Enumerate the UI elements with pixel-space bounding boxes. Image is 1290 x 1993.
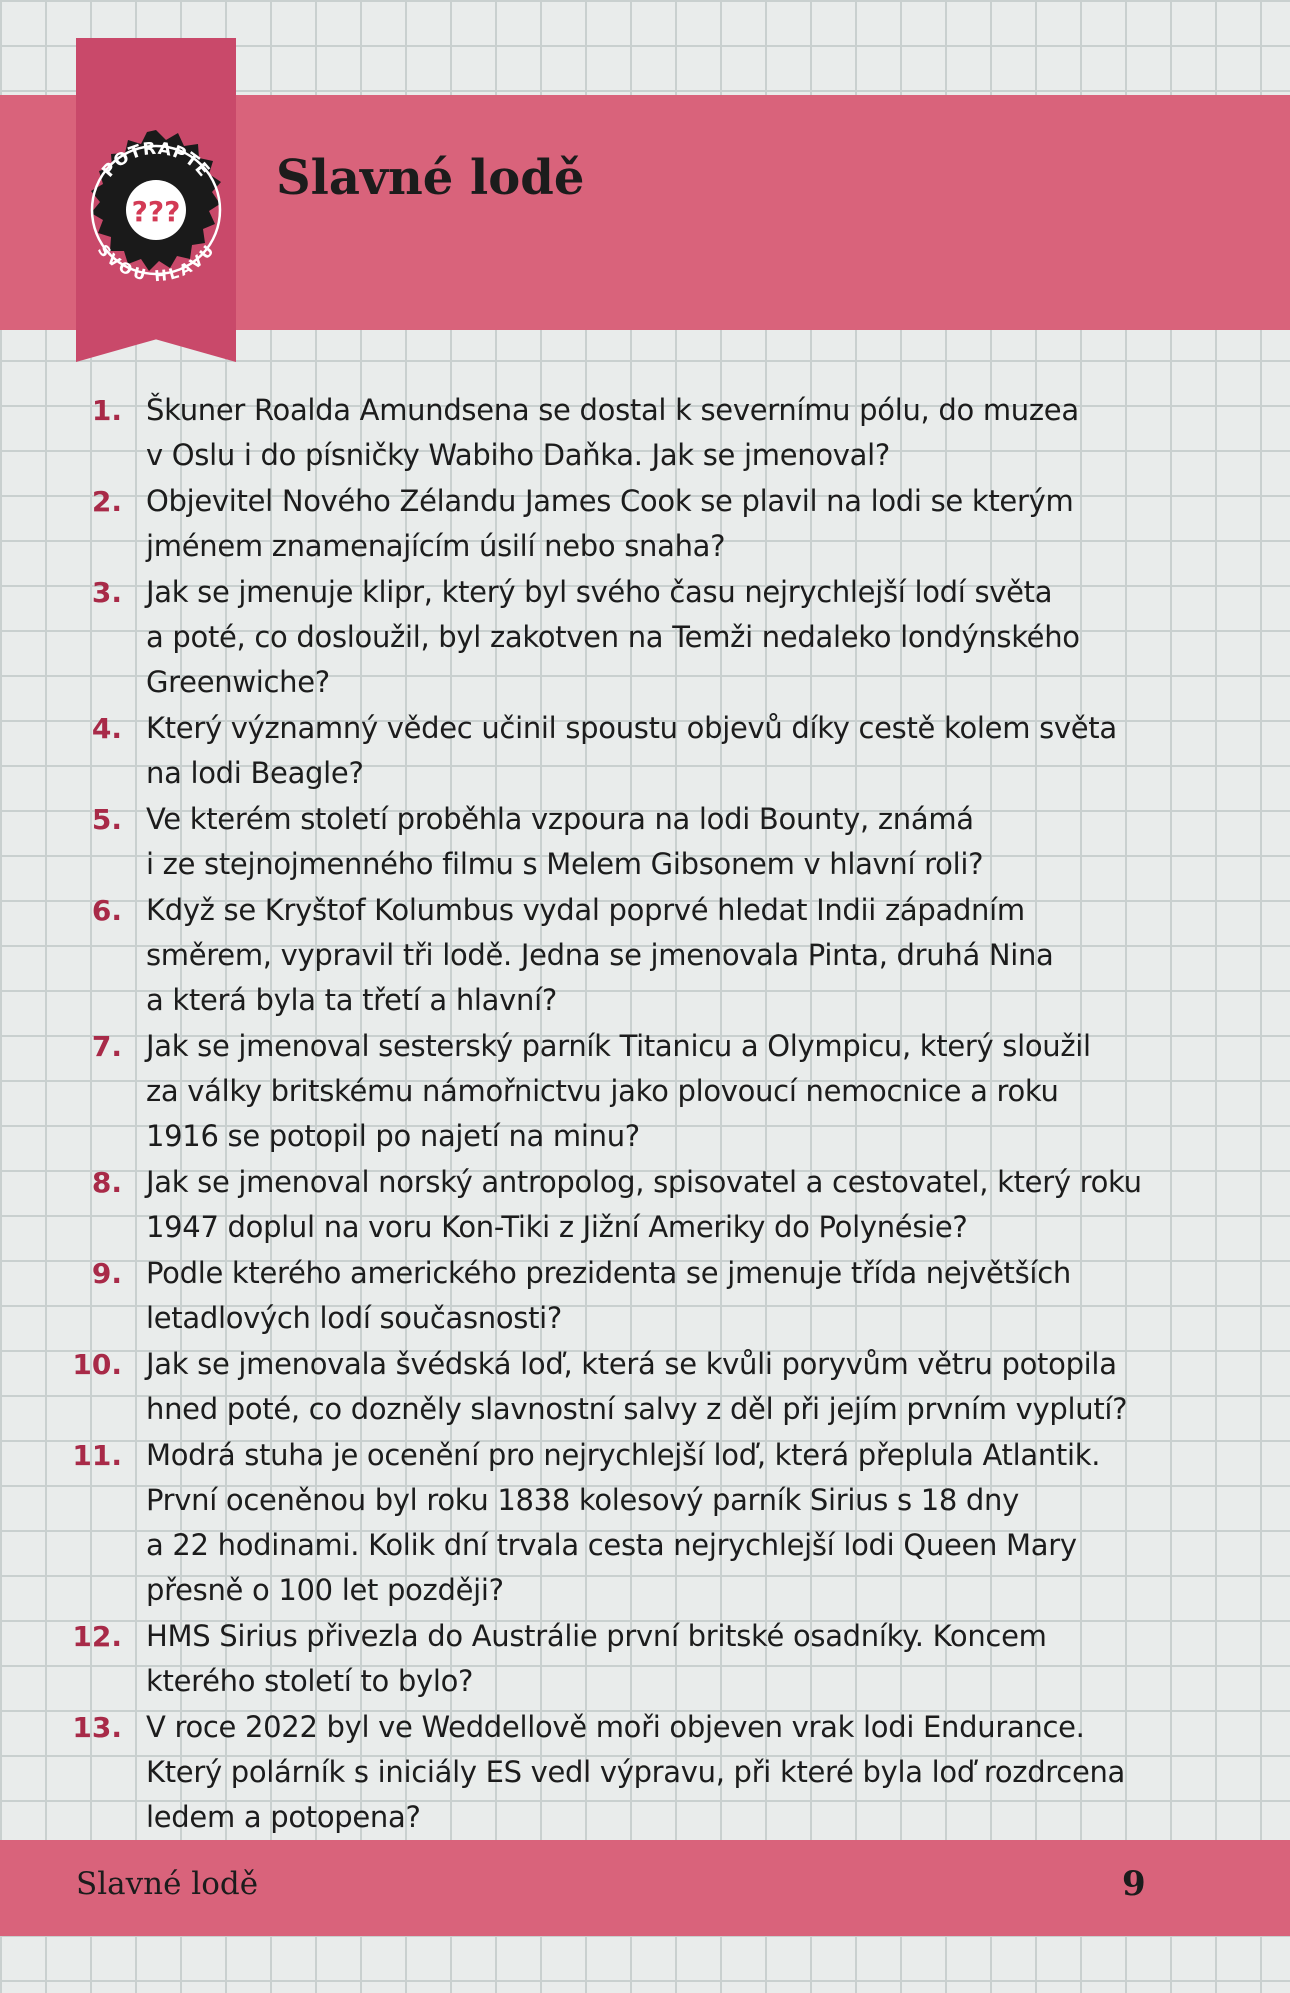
question-item [60, 1024, 1160, 1159]
question-text: Jak se jmenovala švédská loď, která se kvůli poryvům větru potopila hned poté, co dozněly slavnostní salvy z děl při jejím prvním vyplutí? [146, 1347, 1128, 1426]
question-item [60, 1160, 1160, 1250]
question-number: 6. [91, 894, 122, 927]
question-text: Škuner Roalda Amundsena se dostal k severnímu pólu, do muzea v Oslu i do písničky Wabiho Daňka. Jak se jmenoval? [146, 393, 1079, 472]
question-text: Objevitel Nového Zélandu James Cook se plavil na lodi se kterým jménem znamenajícím úsilí nebo snaha? [146, 484, 1074, 563]
question-item [60, 706, 1160, 796]
question-item [60, 388, 1160, 478]
question-item [60, 1614, 1160, 1704]
footer-title: Slavné lodě [76, 1866, 259, 1902]
page-number: 9 [1122, 1864, 1146, 1904]
puzzle-badge-icon [74, 128, 238, 292]
question-text: Jak se jmenoval norský antropolog, spisovatel a cestovatel, který roku 1947 doplul na voru Kon-Tiki z Jižní Ameriky do Polynésie? [146, 1165, 1142, 1244]
question-number: 4. [91, 712, 122, 745]
question-text: Modrá stuha je ocenění pro nejrychlejší loď, která přeplula Atlantik. První oceněnou byl roku 1838 kolesový parník Sirius s 18 dny a 22 hodinami. Kolik dní trvala cesta nejrychlejší lodi Queen Mary přesně o 100 let později? [146, 1438, 1101, 1607]
question-number: 2. [91, 485, 122, 518]
badge-question-marks: ??? [131, 195, 181, 228]
question-item [60, 797, 1160, 887]
question-text: Jak se jmenuje klipr, který byl svého času nejrychlejší lodí světa a poté, co dosloužil, byl zakotven na Temži nedaleko londýnského Greenwiche? [146, 575, 1080, 699]
question-number: 7. [91, 1030, 122, 1063]
question-number: 13. [72, 1711, 122, 1744]
question-number: 11. [72, 1439, 122, 1472]
question-item [60, 479, 1160, 569]
question-text: Jak se jmenoval sesterský parník Titanicu a Olympicu, který sloužil za války britskému námořnictvu jako plovoucí nemocnice a roku 1916 se potopil po najetí na minu? [146, 1029, 1091, 1153]
question-text: V roce 2022 byl ve Weddellově moři objeven vrak lodi Endurance. Který polárník s iniciály ES vedl výpravu, při které byla loď rozdrcena ledem a potopena? [146, 1710, 1126, 1834]
question-text: HMS Sirius přivezla do Austrálie první britské osadníky. Koncem kterého století to bylo? [146, 1619, 1047, 1698]
question-text: Podle kterého amerického prezidenta se jmenuje třída největších letadlových lodí současnosti? [146, 1256, 1071, 1335]
question-number: 5. [91, 803, 122, 836]
badge-bottom-text: SVOU HLAVU [93, 241, 219, 286]
question-item [60, 888, 1160, 1023]
page-title: Slavné lodě [276, 150, 585, 206]
question-text: Ve kterém století proběhla vzpoura na lodi Bounty, známá i ze stejnojmenného filmu s Melem Gibsonem v hlavní roli? [146, 802, 984, 881]
question-item [60, 1342, 1160, 1432]
question-text: Který významný vědec učinil spoustu objevů díky cestě kolem světa na lodi Beagle? [146, 711, 1117, 790]
question-number: 1. [91, 394, 122, 427]
question-number: 8. [91, 1166, 122, 1199]
question-list [60, 388, 1160, 1841]
question-number: 3. [91, 576, 122, 609]
question-text: Když se Kryštof Kolumbus vydal poprvé hledat Indii západním směrem, vypravil tři lodě. Jedna se jmenovala Pinta, druhá Nina a která byla ta třetí a hlavní? [146, 893, 1054, 1017]
question-number: 12. [72, 1620, 122, 1653]
question-number: 9. [91, 1257, 122, 1290]
question-item [60, 1705, 1160, 1840]
question-item [60, 1251, 1160, 1341]
question-number: 10. [72, 1348, 122, 1381]
question-item [60, 570, 1160, 705]
badge-top-text: POTRAPTE [98, 138, 214, 182]
question-item [60, 1433, 1160, 1613]
